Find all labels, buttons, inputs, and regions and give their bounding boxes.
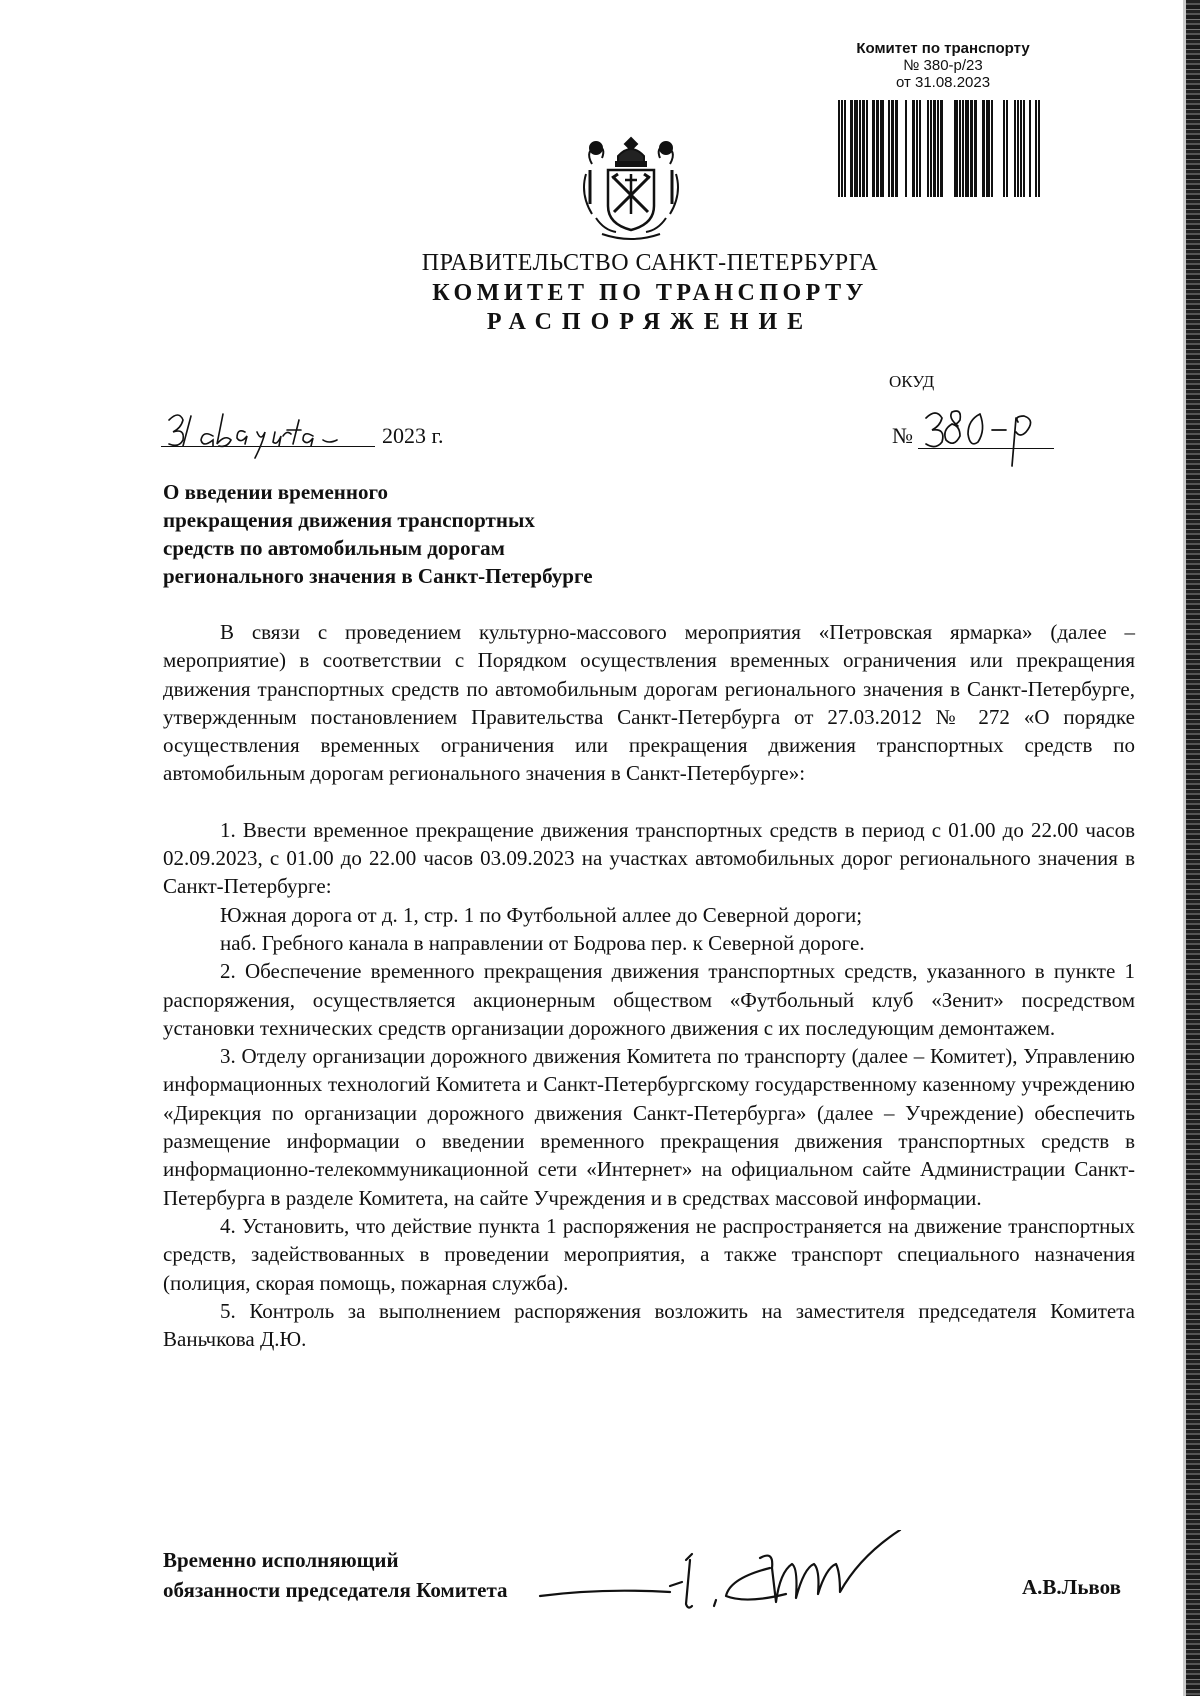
barcode-bar — [986, 100, 990, 197]
item-1-road-2: наб. Гребного канала в направлении от Бодрова пер. к Северной дороге. — [220, 930, 865, 955]
item-3: 3. Отделу организации дорожного движения Комитета по транспорту (далее – Комитет), Управлению информационных технологий Комитета и Санкт-Петербургскому государственному казенному учреждению «Дирекция по организации дорожного движения Санкт-Петербурга» (далее – Учреждение) обеспечить размещение информации о введении временного прекращения движения транспортных средств в информационно-телекоммуникационной сети «Интернет» на официальном сайте Администрации Санкт-Петербурга в разделе Комитета, на сайте Учреждения и в средствах массовой информации. — [163, 1044, 1135, 1210]
subject-line: средств по автомобильным дорогам — [163, 536, 505, 560]
subject-line: О введении временного — [163, 480, 388, 504]
barcode-bar — [876, 100, 879, 197]
document-type: РАСПОРЯЖЕНИЕ — [486, 309, 814, 335]
item-4: 4. Установить, что действие пункта 1 распоряжения не распространяется на движение транспортных средств, задействованных в проведении мероприятия, а также транспорт специального назначения (полиция, скорая помощь, пожарная служба). — [163, 1213, 1135, 1295]
item-1-road-1: Южная дорога от д. 1, стр. 1 по Футбольной аллее до Северной дороги; — [220, 902, 863, 927]
item-2: 2. Обеспечение временного прекращения движения транспортных средств, указанного в пункте 1 распоряжения, осуществляется акционерным обществом «Футбольный клуб «Зенит» посредством установки технических средств организации дорожного движения с их последующим демонтажем. — [163, 959, 1135, 1040]
barcode-bar — [866, 100, 868, 197]
barcode-bar — [937, 100, 939, 197]
number-sign: № — [892, 423, 913, 448]
barcode-bar — [974, 100, 977, 197]
barcode-bar — [916, 100, 918, 197]
subject-line: регионального значения в Санкт-Петербурге — [163, 564, 593, 588]
barcode-bar — [954, 100, 958, 197]
barcode-bar — [919, 100, 921, 197]
barcode — [838, 100, 1043, 197]
barcode-bar — [1020, 100, 1022, 197]
barcode-bar — [880, 100, 884, 197]
barcode-bar — [962, 100, 964, 197]
handwritten-number — [918, 402, 1058, 472]
position-line: обязанности председателя Комитета — [163, 1578, 508, 1602]
barcode-bar — [859, 100, 861, 197]
okud-label: ОКУД — [889, 372, 935, 391]
barcode-bar — [1014, 100, 1016, 197]
date-year: 2023 г. — [382, 423, 444, 448]
stamp-org: Комитет по транспорту — [856, 40, 1030, 57]
barcode-bar — [895, 100, 898, 197]
barcode-bar — [1003, 100, 1005, 197]
barcode-bar — [933, 100, 936, 197]
barcode-bar — [872, 100, 875, 197]
registration-stamp — [838, 40, 1048, 91]
barcode-bar — [891, 100, 894, 197]
barcode-bar — [1017, 100, 1019, 197]
barcode-bar — [850, 100, 853, 197]
preamble-paragraph: В связи с проведением культурно-массового мероприятия «Петровская ярмарка» (далее – мероприятие) в соответствии с Порядком осуществления временных ограничения или прекращения движения транспортных средств по автомобильным дорогам регионального значения в Санкт-Петербурге, утвержденным постановлением Правительства Санкт-Петербурга от 27.03.2012 № 272 «О порядке осуществления временных ограничения или прекращения движения транспортных средств по автомобильным дорогам регионального значения в Санкт-Петербурге»: — [163, 620, 1135, 786]
barcode-bar — [1038, 100, 1040, 197]
government-title: ПРАВИТЕЛЬСТВО САНКТ-ПЕТЕРБУРГА — [421, 250, 879, 276]
barcode-bar — [1023, 100, 1025, 197]
barcode-bar — [912, 100, 915, 197]
barcode-bar — [862, 100, 865, 197]
barcode-bar — [991, 100, 993, 197]
number-underline — [918, 448, 1054, 449]
position-line: Временно исполняющий — [163, 1548, 399, 1572]
signatory-name: А.В.Львов — [1022, 1575, 1121, 1599]
barcode-bar — [1006, 100, 1008, 197]
barcode-bar — [1035, 100, 1037, 197]
barcode-bar — [888, 100, 890, 197]
barcode-bar — [965, 100, 969, 197]
barcode-bar — [959, 100, 961, 197]
document-body — [163, 618, 1135, 1353]
barcode-bar — [940, 100, 943, 197]
barcode-bar — [970, 100, 973, 197]
coat-of-arms-icon — [582, 134, 680, 242]
handwritten-date — [163, 402, 378, 462]
barcode-bar — [838, 100, 840, 197]
subject-line: прекращения движения транспортных — [163, 508, 535, 532]
barcode-bar — [844, 100, 846, 197]
date-underline — [161, 446, 375, 447]
barcode-bar — [927, 100, 929, 197]
barcode-bar — [841, 100, 843, 197]
barcode-bar — [1029, 100, 1031, 197]
barcode-bar — [982, 100, 985, 197]
committee-title: КОМИТЕТ ПО ТРАНСПОРТУ — [432, 280, 868, 306]
item-5: 5. Контроль за выполнением распоряжения возложить на заместителя председателя Комитета Ваньчкова Д.Ю. — [163, 1298, 1135, 1352]
barcode-bar — [930, 100, 932, 197]
stamp-date: от 31.08.2023 — [895, 74, 991, 91]
signatory-position — [163, 1545, 508, 1605]
handwritten-signature — [520, 1530, 990, 1620]
document-subject — [163, 478, 593, 590]
barcode-bar — [905, 100, 907, 197]
barcode-bar — [854, 100, 858, 197]
stamp-number: № 380-р/23 — [903, 57, 983, 74]
item-1: 1. Ввести временное прекращение движения транспортных средств в период с 01.00 до 22.00 часов 02.09.2023, с 01.00 до 22.00 часов 03.09.2023 на участках автомобильных дорог регионального значения в Санкт-Петербурге: — [163, 817, 1135, 899]
